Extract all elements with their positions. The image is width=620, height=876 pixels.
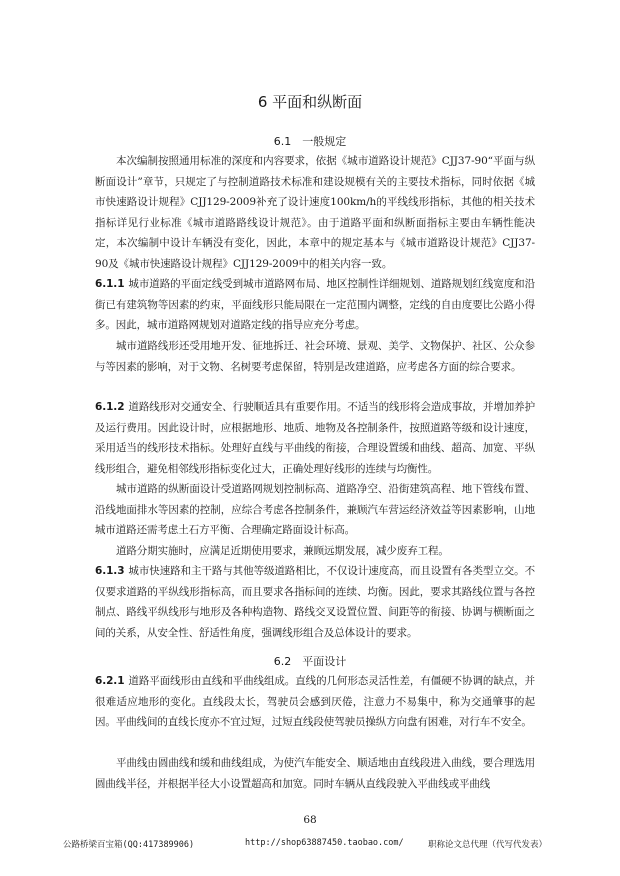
section-title-6-2: 6.2 平面设计 — [273, 655, 347, 668]
clause-text: 城市道路的平面定线受到城市道路网布局、地区控制性详细规划、道路规划红线宽度和沿街已有建筑物等因素的约束，平面线形只能局限在一定范围内调整，定线的自由度要比公路小得多。因此，城市道路网规划对道路定线的指导应充分考虑。 — [95, 278, 535, 331]
clause-6-2-1 — [95, 671, 535, 733]
paragraph-text: 城市道路的纵断面设计受道路网规划控制标高、道路净空、沿街建筑高程、地下管线布置、沿线地面排水等因素的控制，应综合考虑各控制条件，兼顾汽车营运经济效益等因素影响，山地城市道路还需考虑土石方平衡、合理确定路面设计标高。 — [95, 483, 535, 536]
clause-number: 6.1.1 — [95, 278, 125, 290]
paragraph-curves — [95, 753, 535, 794]
paragraph-text: 平曲线由圆曲线和缓和曲线组成，为使汽车能安全、顺适地由直线段进入曲线，要合理选用圆曲线半径，并根据半径大小设置超高和加宽。同时车辆从直线段驶入平曲线或平曲线 — [95, 757, 535, 790]
clause-text: 城市快速路和主干路与其他等级道路相比，不仅设计速度高，而且设置有各类型立交。不仅要求道路的平纵线形指标高，而且要求各指标间的连续、均衡。因此，要求其路线位置与各控制点、路线平纵线形与地形及各种构造物、路线交叉设置位置、间距等的衔接、协调与横断面之间的关系，从安全性、舒适性角度，强调线形组合及总体设计的要求。 — [95, 565, 535, 639]
clause-text: 道路平面线形由直线和平曲线组成。直线的几何形态灵活性差，有僵硬不协调的缺点，并很难适应地形的变化。直线段太长，驾驶员会感到厌倦，注意力不易集中，称为交通肇事的起因。平曲线间的直线长度亦不宜过短，过短直线段使驾驶员操纵方向盘有困难，对行车不安全。 — [95, 675, 535, 728]
paragraph-vertical-design — [95, 479, 535, 541]
clause-text: 道路线形对交通安全、行驶顺适具有重要作用。不适当的线形将会造成事故，并增加养护及运行费用。因此设计时，应根据地形、地质、地物及各控制条件，按照道路等级和设计速度，采用适当的线形技术指标。处理好直线与平曲线的衔接，合理设置缓和曲线、超高、加宽、平纵线形组合，避免相邻线形指标变化过大，正确处理好线形的连续与均衡性。 — [95, 401, 535, 475]
clause-number: 6.2.1 — [95, 675, 125, 687]
footer-right-text: 职称论文总代理（代写代发表） — [428, 840, 548, 850]
section-title-6-1: 6.1 一般规定 — [273, 135, 347, 148]
clause-6-1-1 — [95, 274, 535, 336]
chapter-title: 6 平面和纵断面 — [257, 93, 363, 111]
page-number: 68 — [303, 814, 317, 826]
paragraph-text: 本次编制按照通用标准的深度和内容要求，依据《城市道路设计规范》CJJ37-90“平面与纵断面设计”章节，只规定了与控制道路技术标准和建设规模有关的主要技术指标，同时依据《城市快速路设计规程》CJJ129-2009补充了设计速度100km/h的平线线形指标，其他的相关技术指标详见行业标准《城市道路路线设计规范》。由于道路平面和纵断面指标主要由车辆性能决定，本次编制中设计车辆没有变化，因此，本章中的规定基本与《城市道路设计规范》CJJ37-90及《城市快速路设计规程》CJJ129-2009中的相关内容一致。 — [95, 155, 535, 270]
clause-number: 6.1.2 — [95, 401, 125, 413]
paragraph-text: 道路分期实施时，应满足近期使用要求，兼顾远期发展，减少废弃工程。 — [116, 545, 449, 557]
paragraph-route-factors — [95, 336, 535, 377]
paragraph-phased-construction — [95, 541, 535, 562]
paragraph-intro — [95, 151, 535, 274]
footer-url: http://shop63887450.taobao.com/ — [245, 838, 404, 848]
clause-6-1-2 — [95, 397, 535, 479]
paragraph-text: 城市道路线形还受用地开发、征地拆迁、社会环境、景观、美学、文物保护、社区、公众参与等因素的影响，对于文物、名树要考虑保留，特别是改建道路，应考虑各方面的综合要求。 — [95, 340, 535, 373]
clause-6-1-3 — [95, 561, 535, 643]
clause-number: 6.1.3 — [95, 565, 125, 577]
footer-left-text: 公路桥梁百宝箱(QQ:417389906) — [63, 840, 195, 850]
